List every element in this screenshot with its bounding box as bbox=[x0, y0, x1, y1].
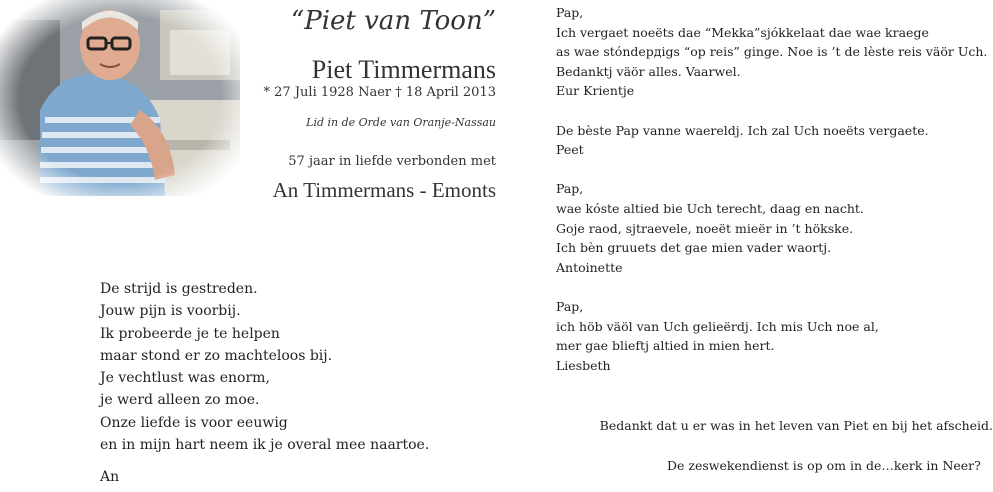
message-signature: Liesbeth bbox=[556, 357, 611, 373]
poem-line: Ik probeerde je te helpen bbox=[100, 325, 280, 342]
message-signature: Antoinette bbox=[556, 259, 623, 275]
message-line: De bèste Pap vanne waereldj. Ich zal Uch noeëts vergaete. bbox=[556, 122, 929, 138]
message-line: Ich vergaet noeëts dae “Mekka”sjókkelaat dae wae kraege bbox=[556, 24, 929, 40]
honor-line: Lid in de Orde van Oranje-Nassau bbox=[306, 116, 496, 129]
message-line: mer gae blieftj altied in mien hert. bbox=[556, 338, 775, 354]
thank-you-note: Bedankt dat u er was in het leven van Piet en bij het afscheid. bbox=[599, 418, 993, 433]
message-block bbox=[556, 3, 987, 101]
poem-line: De strijd is gestreden. bbox=[100, 281, 258, 297]
poem bbox=[100, 278, 429, 456]
message-block bbox=[556, 297, 987, 375]
message-line: Goje raod, sjtraevele, noeët mieër in ’t hökske. bbox=[556, 220, 854, 236]
family-messages bbox=[556, 3, 987, 375]
memorial-service-note: De zeswekendienst is op om in de…kerk in Neer? bbox=[667, 458, 981, 473]
poem-line: Je vechtlust was enorm, bbox=[100, 370, 270, 387]
portrait-photo bbox=[0, 0, 240, 196]
poem-line: Jouw pijn is voorbij. bbox=[100, 303, 241, 320]
message-line: as wae stóndердigs “op reis” ginge. Noe is ’t de lèste reis väör Uch. bbox=[556, 44, 988, 60]
poem-line: en in mijn hart neem ik je overal mee naartoe. bbox=[100, 437, 430, 454]
message-block bbox=[556, 121, 987, 160]
married-years-line: 57 jaar in liefde verbonden met bbox=[288, 154, 496, 169]
deceased-name: Piet Timmermans bbox=[311, 55, 496, 84]
portrait-illustration bbox=[0, 0, 240, 196]
poem-line: je werd alleen zo moe. bbox=[100, 392, 260, 409]
poem-signature: An bbox=[100, 469, 120, 485]
message-line: Pap, bbox=[556, 298, 584, 314]
message-line: wae kóste altied bie Uch terecht, daag en nacht. bbox=[556, 200, 864, 216]
poem-line: Onze liefde is voor eeuwig bbox=[100, 414, 288, 431]
spouse-name: An Timmermans - Emonts bbox=[272, 178, 496, 202]
message-line: Bedanktj väör alles. Vaarwel. bbox=[556, 63, 741, 79]
message-signature: Peet bbox=[556, 142, 584, 158]
message-block bbox=[556, 179, 987, 277]
message-line: Ich bèn gruuets det gae mien vader waortj. bbox=[556, 240, 832, 256]
message-line: Pap, bbox=[556, 5, 584, 20]
message-signature: Eur Krientje bbox=[556, 83, 635, 99]
message-line: Pap, bbox=[556, 181, 584, 197]
message-line: ich höb väöl van Uch gelieërdj. Ich mis Uch noe al, bbox=[556, 318, 879, 334]
nickname: “Piet van Toon” bbox=[290, 6, 496, 36]
poem-line: maar stond er zo machteloos bij. bbox=[100, 347, 333, 364]
life-dates: * 27 Juli 1928 Naer † 18 April 2013 bbox=[263, 85, 496, 100]
